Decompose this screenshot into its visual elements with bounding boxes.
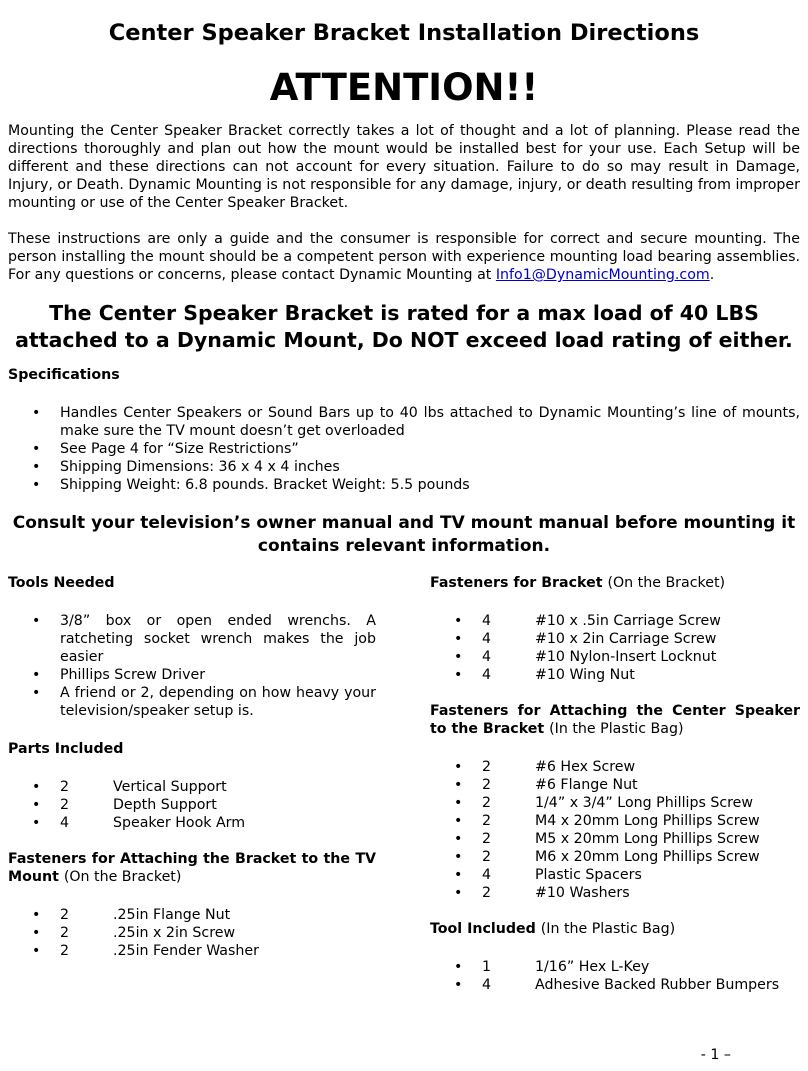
item-name: Plastic Spacers (535, 867, 642, 883)
list-item (8, 814, 376, 832)
bullet-icon: • (32, 685, 41, 701)
intro-paragraph-2-text: These instructions are only a guide and the consumer is responsible for correct and secure mounting. The person installing the mount should be a competent person with experience mounting load bearing assemblies. For any questions or concerns, please contact Dynamic Mounting at (8, 231, 800, 283)
list-item-text: Phillips Screw Driver (60, 667, 206, 683)
list-item (430, 812, 800, 830)
bullet-icon: • (454, 831, 463, 847)
list-item (430, 830, 800, 848)
tool-included-list (430, 958, 800, 994)
fasteners-bracket-heading (430, 574, 800, 592)
bullet-icon: • (454, 667, 463, 683)
item-name: #10 x 2in Carriage Screw (535, 631, 717, 647)
bullet-icon: • (454, 959, 463, 975)
list-item (8, 942, 376, 960)
list-item (430, 958, 800, 976)
item-name: .25in Fender Washer (113, 943, 259, 959)
bullet-icon: • (32, 779, 41, 795)
item-name: #6 Hex Screw (535, 759, 636, 775)
consult-manual-notice: Consult your television’s owner manual and TV mount manual before mounting it contains relevant information. (12, 513, 796, 556)
bullet-icon: • (454, 813, 463, 829)
fasteners-tv-mount-list (8, 906, 376, 960)
tool-included-note: (In the Plastic Bag) (540, 921, 676, 937)
item-name: Depth Support (113, 797, 217, 813)
fasteners-bracket-note: (On the Bracket) (607, 575, 726, 591)
intro-paragraph-2 (8, 230, 800, 284)
list-item-text: Shipping Dimensions: 36 x 4 x 4 inches (60, 459, 340, 475)
list-item-text: A friend or 2, depending on how heavy your television/speaker setup is. (60, 685, 376, 719)
item-quantity: 2 (482, 885, 492, 901)
tools-needed-heading: Tools Needed (8, 575, 115, 591)
bullet-icon: • (32, 815, 41, 831)
email-suffix: . (709, 267, 715, 283)
fasteners-tv-mount-title: Fasteners for Attaching the Bracket to the TV Mount (8, 851, 376, 885)
bullet-icon: • (32, 477, 41, 493)
fasteners-bracket-list (430, 612, 800, 684)
list-item (8, 612, 376, 666)
item-quantity: 4 (482, 977, 492, 993)
list-item (430, 758, 800, 776)
item-quantity: 2 (482, 813, 492, 829)
item-quantity: 2 (482, 849, 492, 865)
document-title: Center Speaker Bracket Installation Directions (108, 20, 700, 46)
item-quantity: 2 (482, 777, 492, 793)
bullet-icon: • (454, 649, 463, 665)
bullet-icon: • (454, 631, 463, 647)
item-name: #10 Washers (535, 885, 630, 901)
list-item (8, 458, 800, 476)
fasteners-speaker-list (430, 758, 800, 902)
list-item (430, 794, 800, 812)
list-item (8, 684, 376, 720)
item-quantity: 4 (482, 649, 492, 665)
item-quantity: 2 (60, 943, 70, 959)
list-item-text: See Page 4 for “Size Restrictions” (60, 441, 299, 457)
bullet-icon: • (454, 849, 463, 865)
fasteners-tv-mount-note: (On the Bracket) (63, 869, 182, 885)
bullet-icon: • (32, 925, 41, 941)
item-name: 1/4” x 3/4” Long Phillips Screw (535, 795, 754, 811)
item-quantity: 2 (60, 907, 70, 923)
item-quantity: 1 (482, 959, 492, 975)
item-quantity: 4 (482, 631, 492, 647)
item-quantity: 2 (482, 795, 492, 811)
bullet-icon: • (32, 405, 41, 421)
bullet-icon: • (32, 613, 41, 629)
specifications-list (8, 404, 800, 494)
bullet-icon: • (32, 667, 41, 683)
specifications-heading: Specifications (8, 367, 120, 383)
bullet-icon: • (454, 777, 463, 793)
list-item (430, 848, 800, 866)
bullet-icon: • (32, 441, 41, 457)
item-name: .25in Flange Nut (113, 907, 231, 923)
item-name: Vertical Support (113, 779, 227, 795)
item-name: .25in x 2in Screw (113, 925, 236, 941)
item-quantity: 4 (482, 667, 492, 683)
list-item (430, 612, 800, 630)
bullet-icon: • (32, 459, 41, 475)
list-item (8, 796, 376, 814)
bullet-icon: • (454, 759, 463, 775)
item-name: Adhesive Backed Rubber Bumpers (535, 977, 780, 993)
parts-included-list (8, 778, 376, 832)
bullet-icon: • (454, 977, 463, 993)
list-item (430, 866, 800, 884)
list-item-text: Handles Center Speakers or Sound Bars up to 40 lbs attached to Dynamic Mounting’s line of mounts, make sure the TV mount doesn’t get overloaded (60, 405, 800, 439)
item-name: #10 Wing Nut (535, 667, 635, 683)
contact-email-link[interactable]: Info1@DynamicMounting.com (495, 267, 710, 283)
document-page (8, 14, 800, 994)
left-column (8, 574, 376, 960)
list-item (8, 666, 376, 684)
item-quantity: 4 (482, 867, 492, 883)
fasteners-speaker-note: (In the Plastic Bag) (549, 721, 684, 737)
item-name: M4 x 20mm Long Phillips Screw (535, 813, 760, 829)
item-quantity: 4 (60, 815, 70, 831)
page-number: - 1 – (700, 1047, 731, 1063)
attention-heading: ATTENTION!! (269, 66, 539, 109)
list-item-text: Shipping Weight: 6.8 pounds. Bracket Weight: 5.5 pounds (60, 477, 470, 493)
fasteners-speaker-title: Fasteners for Attaching the Center Speaker to the Bracket (430, 703, 800, 737)
tools-needed-list (8, 612, 376, 720)
item-quantity: 4 (482, 613, 492, 629)
list-item (430, 776, 800, 794)
item-name: #10 Nylon-Insert Locknut (535, 649, 717, 665)
list-item (8, 906, 376, 924)
item-quantity: 2 (60, 779, 70, 795)
fasteners-tv-mount-heading (8, 850, 376, 886)
item-name: M5 x 20mm Long Phillips Screw (535, 831, 760, 847)
parts-included-heading: Parts Included (8, 741, 124, 757)
item-quantity: 2 (60, 797, 70, 813)
list-item (430, 666, 800, 684)
item-name: #6 Flange Nut (535, 777, 638, 793)
item-name: 1/16” Hex L-Key (535, 959, 650, 975)
item-name: M6 x 20mm Long Phillips Screw (535, 849, 760, 865)
tool-included-heading (430, 920, 800, 938)
fasteners-bracket-title: Fasteners for Bracket (430, 575, 603, 591)
load-rating-notice: The Center Speaker Bracket is rated for a max load of 40 LBS attached to a Dynamic Mount, Do NOT exceed load rating of either. (15, 301, 793, 352)
bullet-icon: • (32, 943, 41, 959)
bullet-icon: • (454, 613, 463, 629)
list-item (430, 976, 800, 994)
item-quantity: 2 (482, 831, 492, 847)
list-item (8, 924, 376, 942)
item-name: #10 x .5in Carriage Screw (535, 613, 721, 629)
bullet-icon: • (454, 795, 463, 811)
bullet-icon: • (454, 867, 463, 883)
list-item (8, 778, 376, 796)
list-item (8, 440, 800, 458)
item-name: Speaker Hook Arm (113, 815, 246, 831)
bullet-icon: • (32, 797, 41, 813)
list-item (430, 630, 800, 648)
tool-included-title: Tool Included (430, 921, 536, 937)
list-item (8, 476, 800, 494)
item-quantity: 2 (60, 925, 70, 941)
fasteners-speaker-heading (430, 702, 800, 738)
list-item-text: 3/8” box or open ended wrenchs. A ratcheting socket wrench makes the job easier (60, 613, 376, 665)
list-item (8, 404, 800, 440)
right-column (430, 574, 800, 994)
item-quantity: 2 (482, 759, 492, 775)
bullet-icon: • (32, 907, 41, 923)
bullet-icon: • (454, 885, 463, 901)
list-item (430, 648, 800, 666)
intro-paragraph-1: Mounting the Center Speaker Bracket correctly takes a lot of thought and a lot of planning. Please read the directions thoroughly and plan out how the mount would be installed best for your use. Each Setup will be different and these directions can not account for every situation. Failure to do so may result in Damage, Injury, or Death. Dynamic Mounting is not responsible for any damage, injury, or death resulting from improper mounting or use of the Center Speaker Bracket. (8, 123, 800, 211)
two-column-section (8, 574, 800, 994)
list-item (430, 884, 800, 902)
